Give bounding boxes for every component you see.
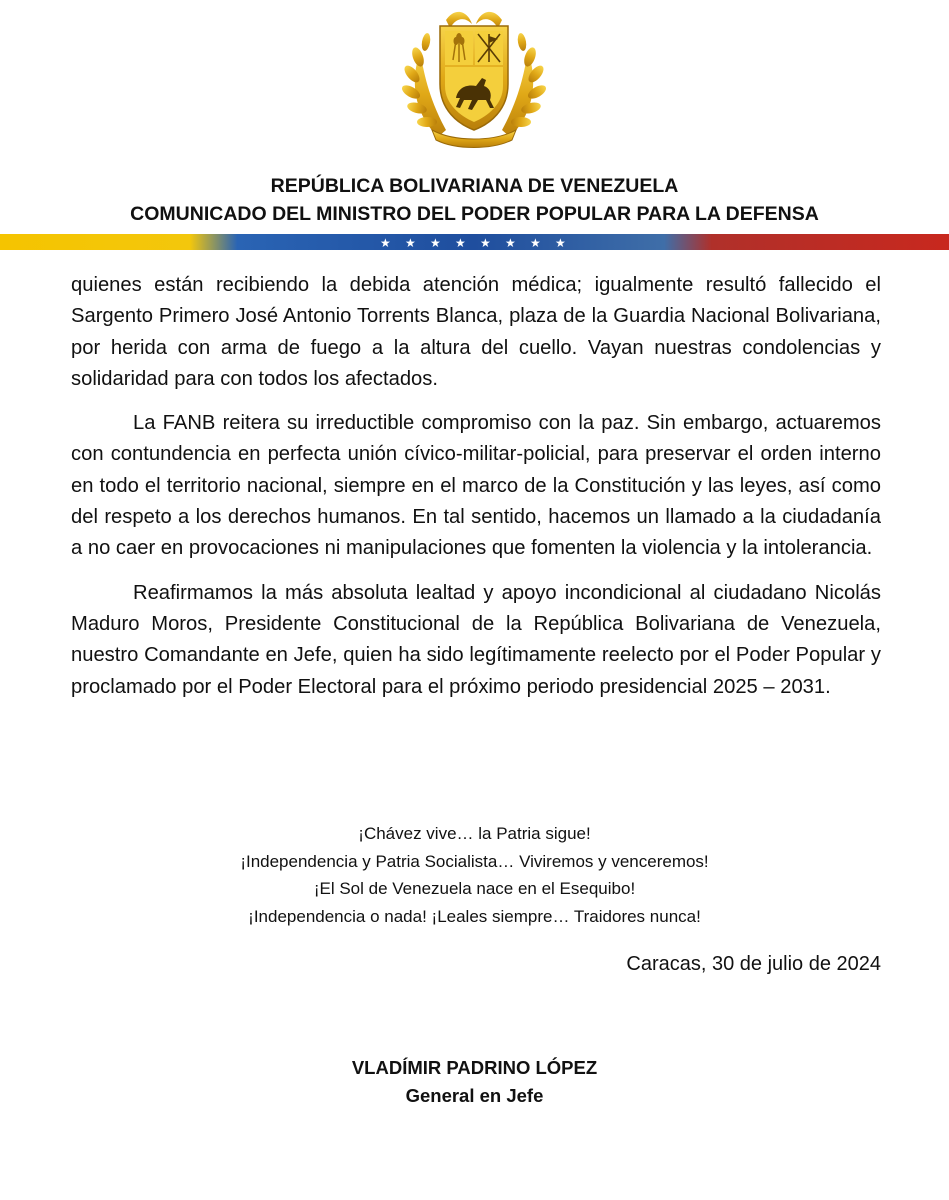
document-header [0,172,949,228]
flag-color-band [0,234,949,250]
paragraph-continuation: quienes están recibiendo la debida atención médica; igualmente resultó fallecido el Sargento Primero José Antonio Torrents Blanca, plaza de la Guardia Nacional Bolivariana, por herida con arma de fuego a la altura del cuello. Vayan nuestras condolencias y solidaridad para con todos los afectados. [71,274,881,390]
venezuela-coat-of-arms-icon [398,2,550,152]
svg-text:★: ★ [480,236,491,250]
svg-text:★: ★ [430,236,441,250]
communique-body [71,270,881,716]
slogans-block [0,820,949,930]
svg-text:★: ★ [530,236,541,250]
svg-text:★: ★ [505,236,516,250]
slogan-line: ¡Independencia y Patria Socialista… Viviremos y venceremos! [240,851,709,871]
signature-block [0,1054,949,1110]
paragraph-loyalty: Reafirmamos la más absoluta lealtad y apoyo incondicional al ciudadano Nicolás Maduro Moros, Presidente Constitucional de la República Bolivariana de Venezuela, nuestro Comandante en Jefe, quien ha sido legítimamente reelecto por el Poder Popular y proclamado por el Poder Electoral para el próximo periodo presidencial 2025 – 2031. [71,581,881,698]
place-date: Caracas, 30 de julio de 2024 [626,953,881,975]
signatory-title: General en Jefe [405,1085,544,1106]
signatory-name: VLADÍMIR PADRINO LÓPEZ [351,1057,598,1078]
svg-text:★: ★ [380,236,391,250]
svg-text:★: ★ [405,236,416,250]
svg-text:★: ★ [555,236,566,250]
header-line-republic: REPÚBLICA BOLIVARIANA DE VENEZUELA [270,175,679,197]
paragraph-fanb-commitment: La FANB reitera su irreductible compromiso con la paz. Sin embargo, actuaremos con contundencia en perfecta unión cívico-militar-policial, para preservar el orden interno en todo el territorio nacional, siempre en el marco de la Constitución y las leyes, así como del respeto a los derechos humanos. En tal sentido, hacemos un llamado a la ciudadanía a no caer en provocaciones ni manipulaciones que fomenten la violencia y la intolerancia. [71,412,881,560]
header-line-communique: COMUNICADO DEL MINISTRO DEL PODER POPULAR PARA LA DEFENSA [130,203,819,225]
svg-text:★: ★ [455,236,466,250]
slogan-line: ¡Chávez vive… la Patria sigue! [358,824,591,843]
slogan-line: ¡Independencia o nada! ¡Leales siempre… Traidores nunca! [248,906,701,926]
slogan-line: ¡El Sol de Venezuela nace en el Esequibo! [313,879,636,898]
